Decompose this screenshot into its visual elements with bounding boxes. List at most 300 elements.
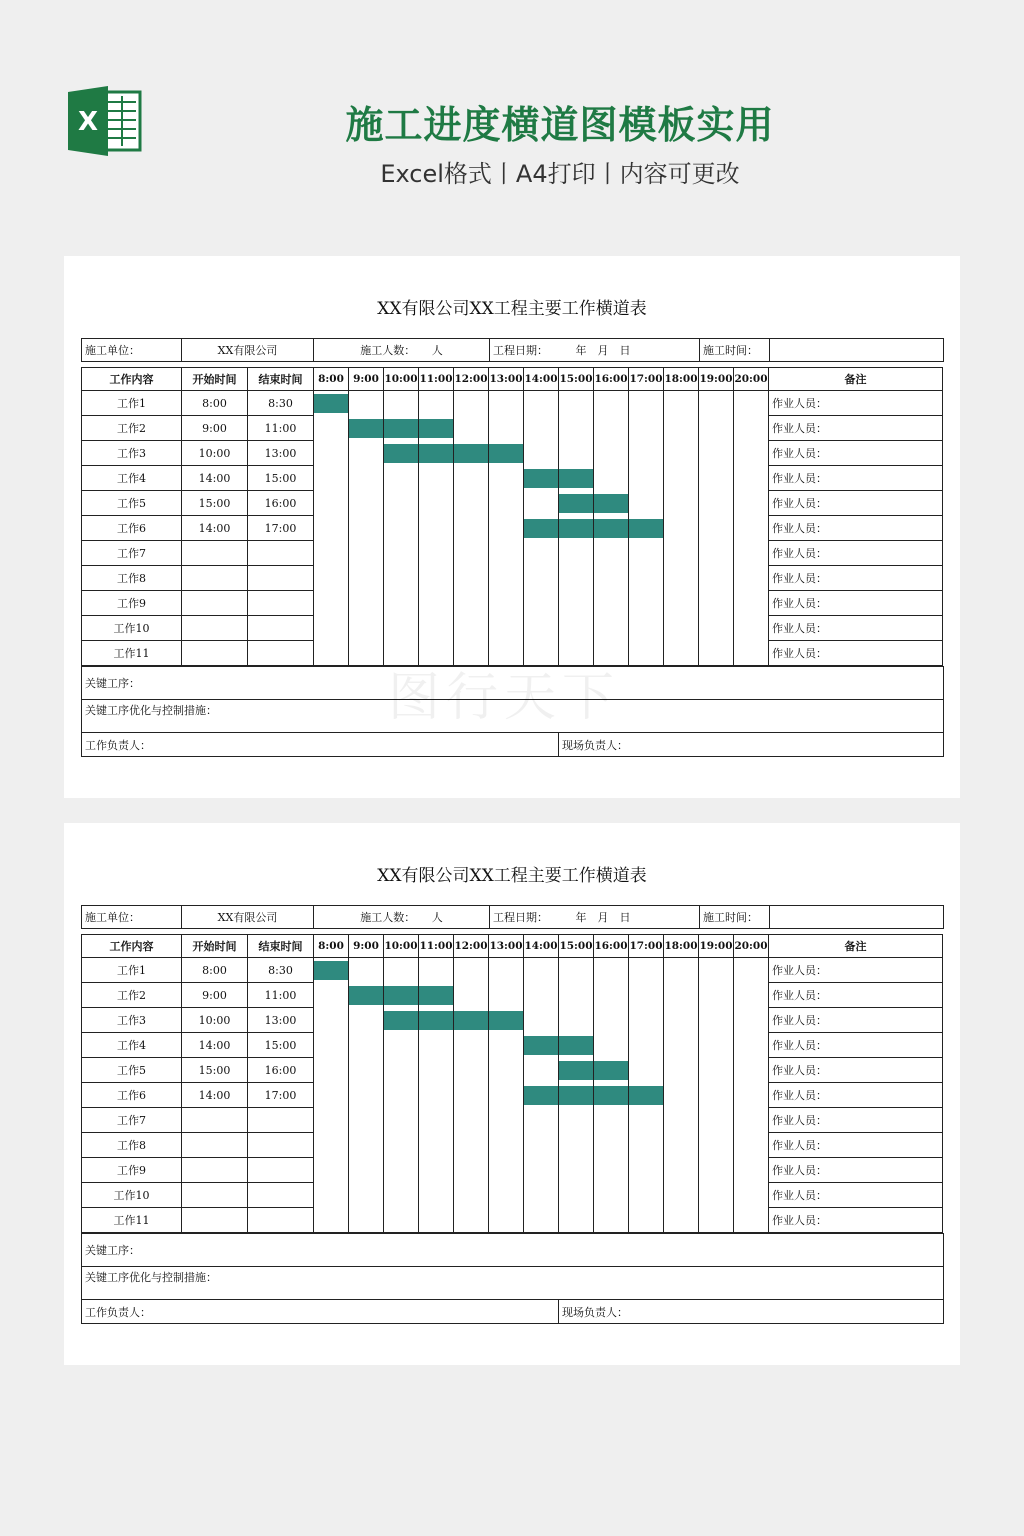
time-cell[interactable] <box>489 466 524 491</box>
time-cell[interactable] <box>314 641 349 666</box>
time-cell[interactable] <box>699 516 734 541</box>
time-cell[interactable] <box>664 566 699 591</box>
time-cell[interactable] <box>699 1033 734 1058</box>
task-name[interactable]: 工作6 <box>82 1083 182 1108</box>
key-process[interactable]: 关键工序： <box>82 1234 944 1267</box>
time-cell[interactable] <box>454 566 489 591</box>
time-cell[interactable] <box>454 441 489 466</box>
time-cell[interactable] <box>734 1158 769 1183</box>
task-name[interactable]: 工作9 <box>82 1158 182 1183</box>
time-cell[interactable] <box>384 616 419 641</box>
time-cell[interactable] <box>384 541 419 566</box>
time-cell[interactable] <box>384 983 419 1008</box>
task-start[interactable]: 10:00 <box>182 1008 248 1033</box>
time-cell[interactable] <box>734 466 769 491</box>
time-cell[interactable] <box>594 441 629 466</box>
time-cell[interactable] <box>314 1008 349 1033</box>
time-cell[interactable] <box>629 566 664 591</box>
time-cell[interactable] <box>734 591 769 616</box>
task-name[interactable]: 工作4 <box>82 1033 182 1058</box>
task-name[interactable]: 工作1 <box>82 958 182 983</box>
time-cell[interactable] <box>594 1108 629 1133</box>
time-cell[interactable] <box>629 958 664 983</box>
time-cell[interactable] <box>384 516 419 541</box>
time-cell[interactable] <box>734 983 769 1008</box>
time-cell[interactable] <box>629 1158 664 1183</box>
time-cell[interactable] <box>524 1083 559 1108</box>
task-remark[interactable]: 作业人员： <box>769 1083 943 1108</box>
time-cell[interactable] <box>664 641 699 666</box>
time-cell[interactable] <box>384 391 419 416</box>
task-end[interactable]: 13:00 <box>248 441 314 466</box>
time-cell[interactable] <box>629 1058 664 1083</box>
time-cell[interactable] <box>314 391 349 416</box>
task-end[interactable]: 13:00 <box>248 1008 314 1033</box>
task-start[interactable]: 14:00 <box>182 466 248 491</box>
time-cell[interactable] <box>314 1133 349 1158</box>
time-cell[interactable] <box>664 1083 699 1108</box>
time-cell[interactable] <box>314 541 349 566</box>
time-cell[interactable] <box>524 1008 559 1033</box>
time-cell[interactable] <box>699 616 734 641</box>
task-remark[interactable]: 作业人员： <box>769 616 943 641</box>
time-cell[interactable] <box>524 416 559 441</box>
time-cell[interactable] <box>384 591 419 616</box>
time-cell[interactable] <box>664 1033 699 1058</box>
time-cell[interactable] <box>699 958 734 983</box>
time-cell[interactable] <box>454 1083 489 1108</box>
time-cell[interactable] <box>629 1108 664 1133</box>
task-name[interactable]: 工作5 <box>82 1058 182 1083</box>
time-cell[interactable] <box>524 566 559 591</box>
time-cell[interactable] <box>594 1208 629 1233</box>
time-cell[interactable] <box>419 1158 454 1183</box>
time-cell[interactable] <box>384 641 419 666</box>
task-start[interactable]: 10:00 <box>182 441 248 466</box>
time-cell[interactable] <box>314 591 349 616</box>
time-cell[interactable] <box>489 1058 524 1083</box>
time-cell[interactable] <box>349 591 384 616</box>
time-cell[interactable] <box>594 1058 629 1083</box>
time-cell[interactable] <box>489 591 524 616</box>
time-cell[interactable] <box>699 416 734 441</box>
task-end[interactable]: 17:00 <box>248 516 314 541</box>
time-cell[interactable] <box>349 1158 384 1183</box>
time-cell[interactable] <box>629 1183 664 1208</box>
time-cell[interactable] <box>699 1133 734 1158</box>
task-remark[interactable]: 作业人员： <box>769 958 943 983</box>
time-cell[interactable] <box>454 416 489 441</box>
time-cell[interactable] <box>524 641 559 666</box>
time-cell[interactable] <box>349 441 384 466</box>
time-cell[interactable] <box>524 541 559 566</box>
task-end[interactable]: 11:00 <box>248 416 314 441</box>
time-cell[interactable] <box>524 1133 559 1158</box>
time-cell[interactable] <box>419 516 454 541</box>
time-cell[interactable] <box>314 491 349 516</box>
time-cell[interactable] <box>454 1033 489 1058</box>
task-start[interactable]: 14:00 <box>182 1033 248 1058</box>
time-cell[interactable] <box>734 1058 769 1083</box>
time-cell[interactable] <box>559 1158 594 1183</box>
time-cell[interactable] <box>314 1108 349 1133</box>
task-remark[interactable]: 作业人员： <box>769 491 943 516</box>
task-name[interactable]: 工作10 <box>82 1183 182 1208</box>
time-cell[interactable] <box>699 1008 734 1033</box>
time-cell[interactable] <box>734 1008 769 1033</box>
time-cell[interactable] <box>664 1008 699 1033</box>
task-name[interactable]: 工作3 <box>82 1008 182 1033</box>
time-cell[interactable] <box>419 1183 454 1208</box>
task-remark[interactable]: 作业人员： <box>769 1133 943 1158</box>
unit-value[interactable]: XX有限公司 <box>182 339 314 362</box>
time-cell[interactable] <box>349 1183 384 1208</box>
key-process[interactable]: 关键工序： <box>82 667 944 700</box>
time-cell[interactable] <box>699 491 734 516</box>
task-end[interactable]: 16:00 <box>248 491 314 516</box>
time-cell[interactable] <box>559 441 594 466</box>
time-cell[interactable] <box>349 491 384 516</box>
time-cell[interactable] <box>419 466 454 491</box>
time-cell[interactable] <box>524 1158 559 1183</box>
time-cell[interactable] <box>349 1058 384 1083</box>
time-cell[interactable] <box>524 1058 559 1083</box>
time-cell[interactable] <box>629 1208 664 1233</box>
time-cell[interactable] <box>734 1033 769 1058</box>
task-start[interactable] <box>182 1158 248 1183</box>
task-remark[interactable]: 作业人员： <box>769 391 943 416</box>
time-cell[interactable] <box>489 441 524 466</box>
time-cell[interactable] <box>384 1183 419 1208</box>
time-cell[interactable] <box>454 1133 489 1158</box>
time-cell[interactable] <box>454 391 489 416</box>
unit-value[interactable]: XX有限公司 <box>182 906 314 929</box>
task-start[interactable]: 14:00 <box>182 1083 248 1108</box>
workers-label[interactable]: 施工人数： 人 <box>314 339 490 362</box>
time-cell[interactable] <box>349 1208 384 1233</box>
time-cell[interactable] <box>419 391 454 416</box>
time-cell[interactable] <box>699 591 734 616</box>
time-cell[interactable] <box>559 1133 594 1158</box>
time-cell[interactable] <box>384 1208 419 1233</box>
time-cell[interactable] <box>559 591 594 616</box>
time-cell[interactable] <box>594 541 629 566</box>
time-cell[interactable] <box>559 958 594 983</box>
time-cell[interactable] <box>489 616 524 641</box>
task-start[interactable]: 9:00 <box>182 983 248 1008</box>
time-cell[interactable] <box>559 466 594 491</box>
time-cell[interactable] <box>629 616 664 641</box>
task-name[interactable]: 工作2 <box>82 983 182 1008</box>
task-name[interactable]: 工作7 <box>82 1108 182 1133</box>
time-cell[interactable] <box>454 516 489 541</box>
task-end[interactable] <box>248 566 314 591</box>
time-cell[interactable] <box>419 491 454 516</box>
task-start[interactable] <box>182 541 248 566</box>
task-end[interactable] <box>248 541 314 566</box>
time-cell[interactable] <box>524 1033 559 1058</box>
task-end[interactable]: 11:00 <box>248 983 314 1008</box>
task-remark[interactable]: 作业人员： <box>769 1058 943 1083</box>
time-cell[interactable] <box>419 641 454 666</box>
time-value[interactable] <box>770 906 944 929</box>
time-cell[interactable] <box>524 491 559 516</box>
task-remark[interactable]: 作业人员： <box>769 541 943 566</box>
time-cell[interactable] <box>314 1208 349 1233</box>
time-cell[interactable] <box>664 416 699 441</box>
task-name[interactable]: 工作11 <box>82 641 182 666</box>
task-start[interactable] <box>182 616 248 641</box>
time-cell[interactable] <box>489 983 524 1008</box>
date-label[interactable]: 工程日期： 年 月 日 <box>490 906 700 929</box>
time-cell[interactable] <box>524 983 559 1008</box>
time-cell[interactable] <box>489 1108 524 1133</box>
time-cell[interactable] <box>594 466 629 491</box>
time-cell[interactable] <box>419 566 454 591</box>
task-name[interactable]: 工作11 <box>82 1208 182 1233</box>
time-cell[interactable] <box>384 1058 419 1083</box>
time-cell[interactable] <box>664 1158 699 1183</box>
task-start[interactable] <box>182 641 248 666</box>
time-cell[interactable] <box>664 1058 699 1083</box>
time-cell[interactable] <box>594 1183 629 1208</box>
time-cell[interactable] <box>489 391 524 416</box>
time-cell[interactable] <box>734 1133 769 1158</box>
time-cell[interactable] <box>384 1108 419 1133</box>
task-remark[interactable]: 作业人员： <box>769 641 943 666</box>
task-start[interactable]: 9:00 <box>182 416 248 441</box>
site-lead[interactable]: 现场负责人： <box>559 1300 944 1324</box>
task-name[interactable]: 工作3 <box>82 441 182 466</box>
time-cell[interactable] <box>594 566 629 591</box>
time-cell[interactable] <box>419 416 454 441</box>
task-name[interactable]: 工作5 <box>82 491 182 516</box>
time-cell[interactable] <box>559 566 594 591</box>
time-cell[interactable] <box>349 616 384 641</box>
time-cell[interactable] <box>454 616 489 641</box>
time-cell[interactable] <box>699 1208 734 1233</box>
time-cell[interactable] <box>384 566 419 591</box>
time-cell[interactable] <box>524 1183 559 1208</box>
time-cell[interactable] <box>664 1133 699 1158</box>
time-cell[interactable] <box>489 1183 524 1208</box>
time-cell[interactable] <box>629 591 664 616</box>
time-cell[interactable] <box>384 1033 419 1058</box>
time-cell[interactable] <box>629 641 664 666</box>
time-cell[interactable] <box>349 1083 384 1108</box>
time-cell[interactable] <box>594 1033 629 1058</box>
time-cell[interactable] <box>629 1133 664 1158</box>
time-cell[interactable] <box>384 491 419 516</box>
task-name[interactable]: 工作6 <box>82 516 182 541</box>
time-cell[interactable] <box>559 1183 594 1208</box>
task-end[interactable]: 17:00 <box>248 1083 314 1108</box>
time-cell[interactable] <box>349 516 384 541</box>
site-lead[interactable]: 现场负责人： <box>559 733 944 757</box>
time-cell[interactable] <box>559 616 594 641</box>
time-cell[interactable] <box>734 566 769 591</box>
time-cell[interactable] <box>349 541 384 566</box>
time-cell[interactable] <box>384 466 419 491</box>
time-cell[interactable] <box>384 416 419 441</box>
task-remark[interactable]: 作业人员： <box>769 1183 943 1208</box>
time-cell[interactable] <box>559 1033 594 1058</box>
time-cell[interactable] <box>454 1158 489 1183</box>
time-cell[interactable] <box>349 466 384 491</box>
time-cell[interactable] <box>454 1108 489 1133</box>
time-cell[interactable] <box>699 1158 734 1183</box>
time-cell[interactable] <box>734 616 769 641</box>
time-cell[interactable] <box>419 1033 454 1058</box>
time-cell[interactable] <box>419 1208 454 1233</box>
time-cell[interactable] <box>349 391 384 416</box>
time-cell[interactable] <box>664 616 699 641</box>
time-cell[interactable] <box>734 416 769 441</box>
time-cell[interactable] <box>559 491 594 516</box>
time-cell[interactable] <box>314 466 349 491</box>
time-cell[interactable] <box>314 616 349 641</box>
time-cell[interactable] <box>664 441 699 466</box>
time-cell[interactable] <box>489 566 524 591</box>
task-end[interactable]: 8:30 <box>248 958 314 983</box>
task-name[interactable]: 工作10 <box>82 616 182 641</box>
time-cell[interactable] <box>734 1208 769 1233</box>
time-cell[interactable] <box>664 491 699 516</box>
time-cell[interactable] <box>349 1108 384 1133</box>
time-cell[interactable] <box>594 391 629 416</box>
time-cell[interactable] <box>524 466 559 491</box>
task-remark[interactable]: 作业人员： <box>769 1208 943 1233</box>
time-value[interactable] <box>770 339 944 362</box>
time-cell[interactable] <box>489 1208 524 1233</box>
time-cell[interactable] <box>594 516 629 541</box>
task-remark[interactable]: 作业人员： <box>769 441 943 466</box>
time-cell[interactable] <box>349 1033 384 1058</box>
time-cell[interactable] <box>489 1008 524 1033</box>
time-cell[interactable] <box>629 391 664 416</box>
time-cell[interactable] <box>699 441 734 466</box>
task-name[interactable]: 工作4 <box>82 466 182 491</box>
time-cell[interactable] <box>734 516 769 541</box>
time-cell[interactable] <box>349 958 384 983</box>
time-cell[interactable] <box>419 1008 454 1033</box>
time-cell[interactable] <box>489 491 524 516</box>
time-cell[interactable] <box>489 641 524 666</box>
time-cell[interactable] <box>314 1158 349 1183</box>
time-cell[interactable] <box>454 541 489 566</box>
time-cell[interactable] <box>314 566 349 591</box>
time-cell[interactable] <box>349 641 384 666</box>
time-cell[interactable] <box>699 641 734 666</box>
time-cell[interactable] <box>559 1083 594 1108</box>
time-cell[interactable] <box>699 466 734 491</box>
task-start[interactable] <box>182 1208 248 1233</box>
task-remark[interactable]: 作业人员： <box>769 591 943 616</box>
time-cell[interactable] <box>629 983 664 1008</box>
task-end[interactable] <box>248 1208 314 1233</box>
time-cell[interactable] <box>699 1083 734 1108</box>
task-end[interactable] <box>248 591 314 616</box>
time-cell[interactable] <box>664 516 699 541</box>
time-cell[interactable] <box>489 1033 524 1058</box>
time-cell[interactable] <box>559 1208 594 1233</box>
time-cell[interactable] <box>734 641 769 666</box>
task-end[interactable]: 16:00 <box>248 1058 314 1083</box>
task-end[interactable]: 15:00 <box>248 466 314 491</box>
time-cell[interactable] <box>594 958 629 983</box>
task-remark[interactable]: 作业人员： <box>769 983 943 1008</box>
time-cell[interactable] <box>419 1108 454 1133</box>
task-end[interactable] <box>248 1158 314 1183</box>
time-cell[interactable] <box>524 441 559 466</box>
time-cell[interactable] <box>594 616 629 641</box>
time-cell[interactable] <box>349 416 384 441</box>
time-cell[interactable] <box>349 566 384 591</box>
time-cell[interactable] <box>314 1083 349 1108</box>
time-cell[interactable] <box>559 541 594 566</box>
time-cell[interactable] <box>384 1133 419 1158</box>
time-cell[interactable] <box>454 1208 489 1233</box>
time-cell[interactable] <box>594 1158 629 1183</box>
time-cell[interactable] <box>699 1108 734 1133</box>
task-start[interactable]: 15:00 <box>182 491 248 516</box>
time-cell[interactable] <box>664 541 699 566</box>
time-cell[interactable] <box>419 591 454 616</box>
time-cell[interactable] <box>524 1108 559 1133</box>
time-cell[interactable] <box>594 416 629 441</box>
task-remark[interactable]: 作业人员： <box>769 1033 943 1058</box>
time-cell[interactable] <box>314 983 349 1008</box>
task-name[interactable]: 工作9 <box>82 591 182 616</box>
time-cell[interactable] <box>734 1183 769 1208</box>
time-cell[interactable] <box>734 958 769 983</box>
time-cell[interactable] <box>454 641 489 666</box>
time-cell[interactable] <box>629 1033 664 1058</box>
time-cell[interactable] <box>559 416 594 441</box>
time-cell[interactable] <box>489 1158 524 1183</box>
time-cell[interactable] <box>314 1058 349 1083</box>
time-cell[interactable] <box>314 1183 349 1208</box>
time-cell[interactable] <box>664 1108 699 1133</box>
time-cell[interactable] <box>489 416 524 441</box>
time-cell[interactable] <box>629 541 664 566</box>
task-end[interactable]: 15:00 <box>248 1033 314 1058</box>
time-cell[interactable] <box>419 541 454 566</box>
time-cell[interactable] <box>524 1208 559 1233</box>
task-name[interactable]: 工作8 <box>82 1133 182 1158</box>
time-cell[interactable] <box>559 516 594 541</box>
time-cell[interactable] <box>524 616 559 641</box>
time-cell[interactable] <box>629 441 664 466</box>
time-cell[interactable] <box>419 1133 454 1158</box>
task-end[interactable] <box>248 641 314 666</box>
work-lead[interactable]: 工作负责人： <box>82 1300 559 1324</box>
time-cell[interactable] <box>664 391 699 416</box>
time-cell[interactable] <box>559 641 594 666</box>
time-cell[interactable] <box>699 541 734 566</box>
time-cell[interactable] <box>594 491 629 516</box>
time-cell[interactable] <box>349 1008 384 1033</box>
time-cell[interactable] <box>594 1083 629 1108</box>
time-cell[interactable] <box>419 441 454 466</box>
time-cell[interactable] <box>384 1083 419 1108</box>
time-cell[interactable] <box>629 1008 664 1033</box>
time-cell[interactable] <box>629 491 664 516</box>
task-end[interactable]: 8:30 <box>248 391 314 416</box>
time-cell[interactable] <box>699 391 734 416</box>
time-cell[interactable] <box>734 1083 769 1108</box>
time-cell[interactable] <box>454 958 489 983</box>
